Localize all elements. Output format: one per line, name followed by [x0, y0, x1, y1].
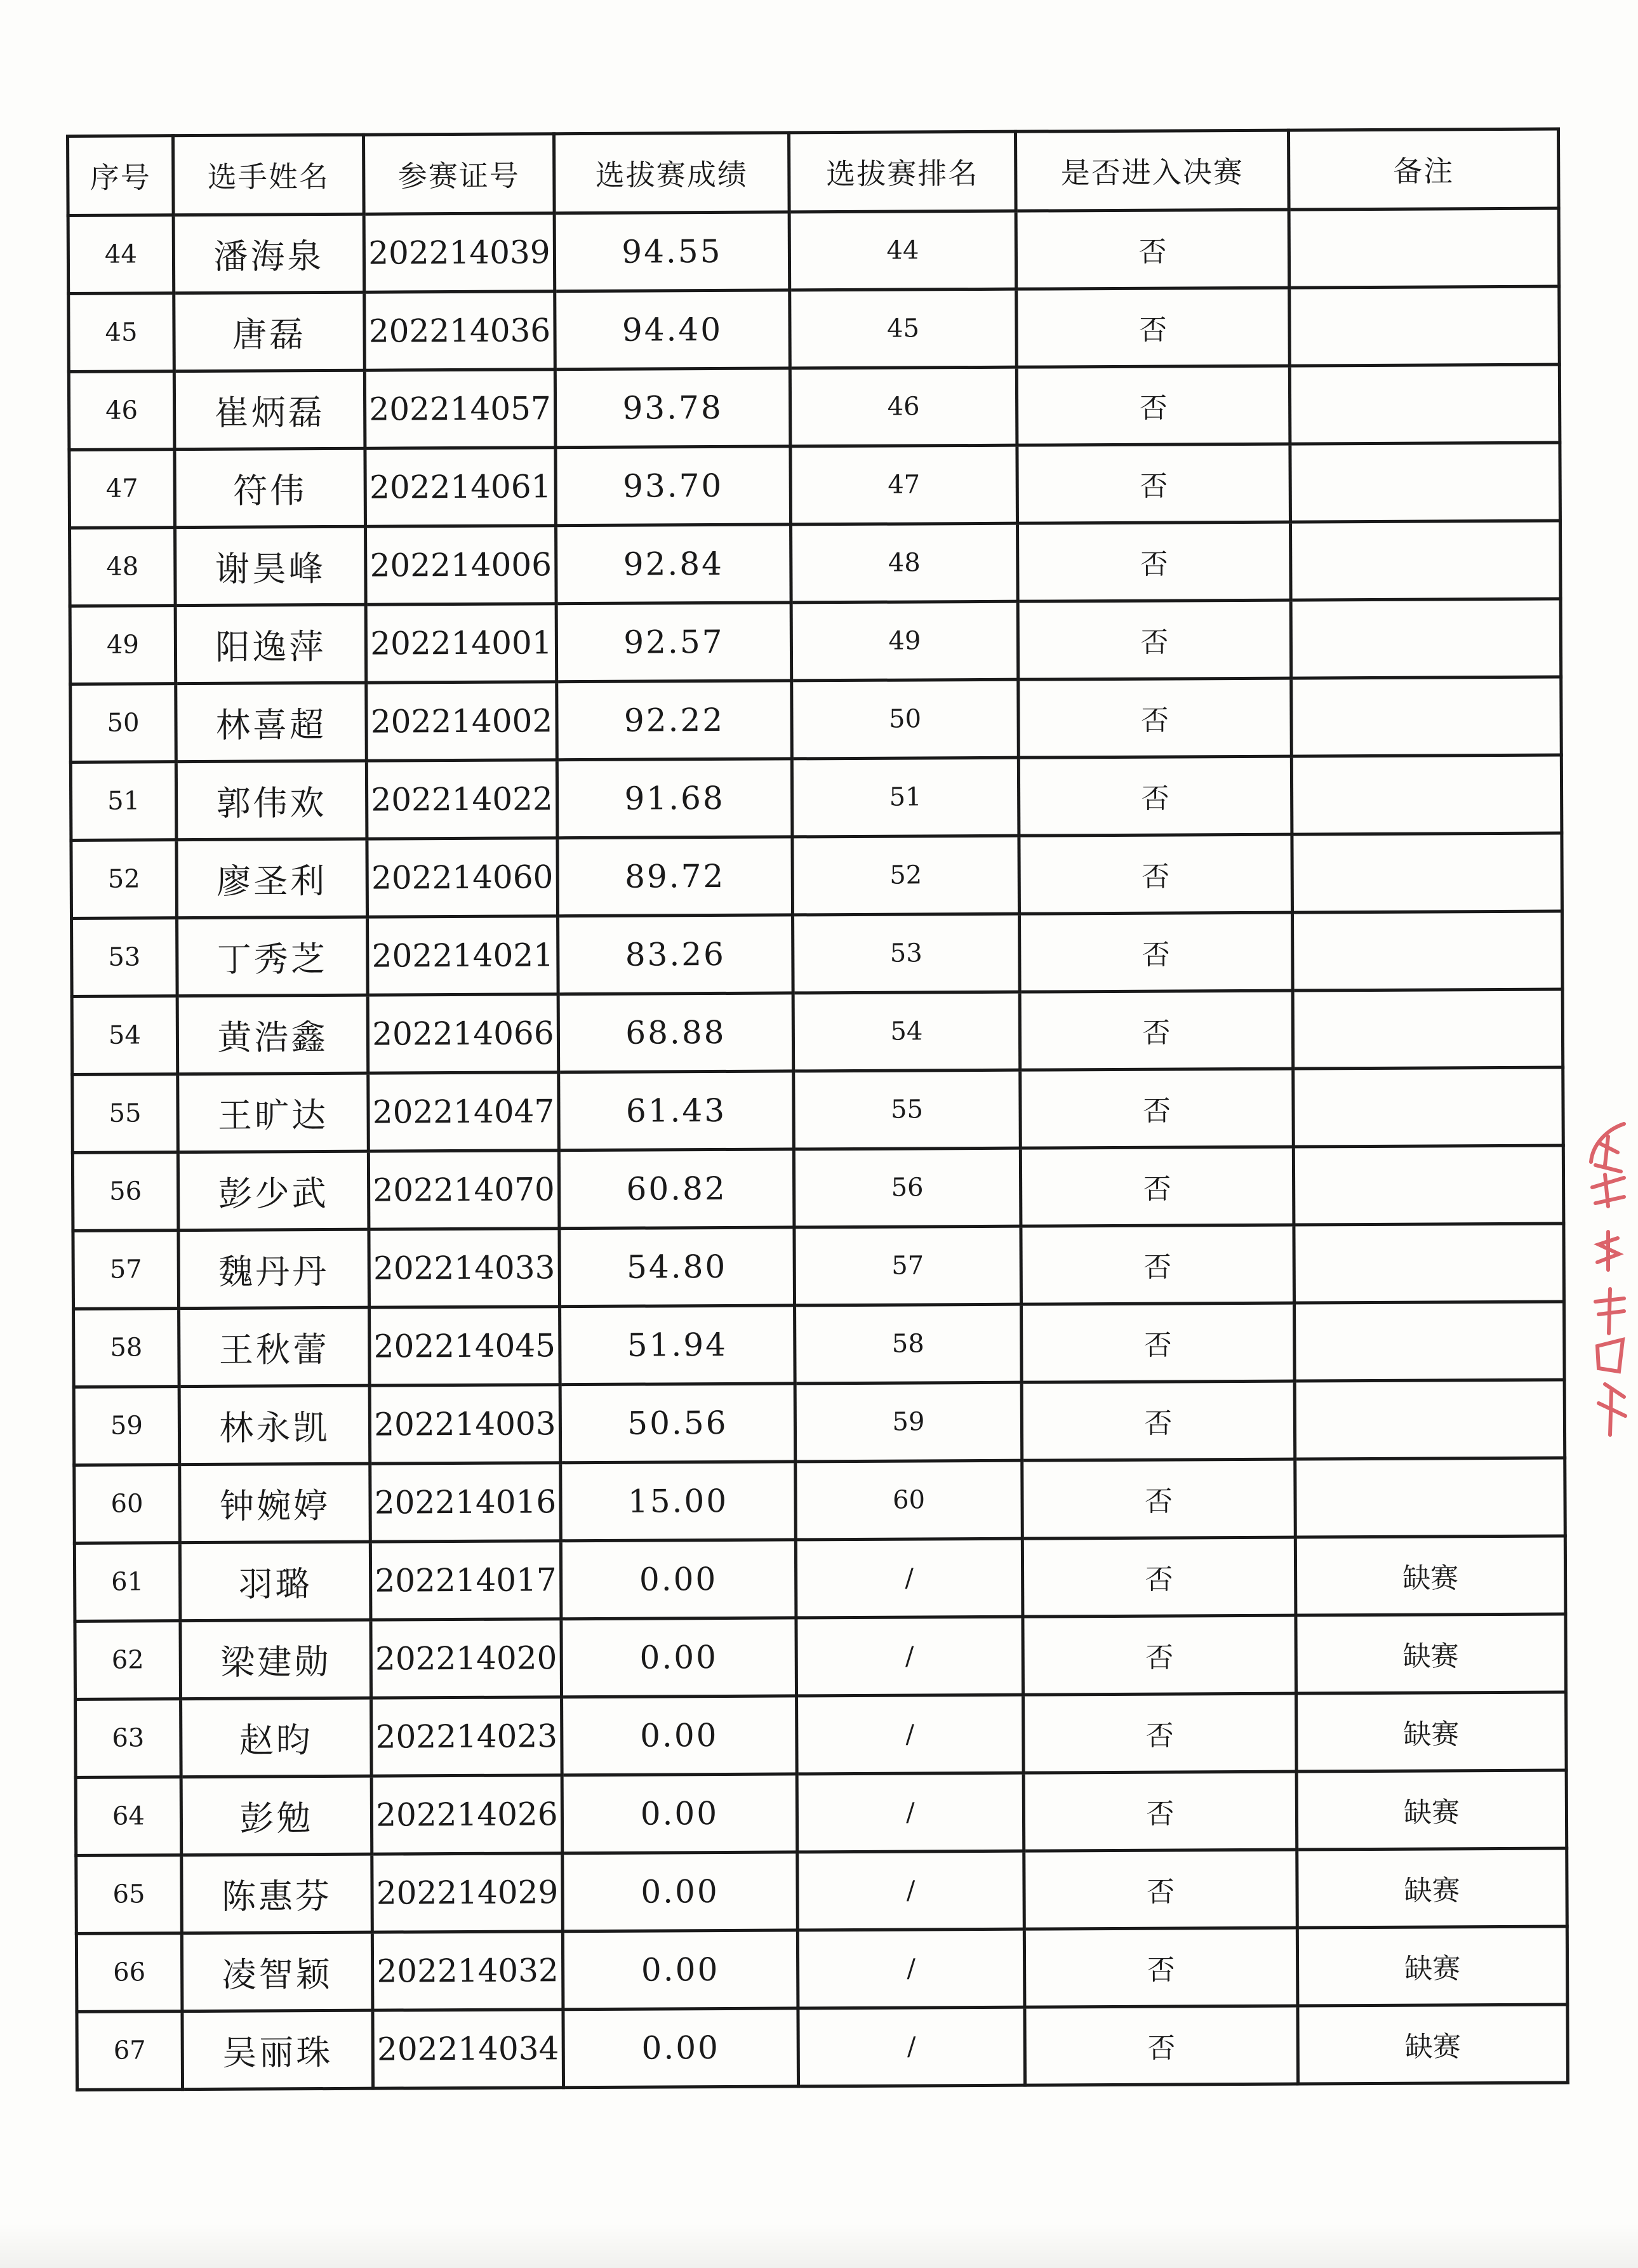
cell-name: 彭勉 — [181, 1776, 372, 1855]
cell-id: 202214022 — [366, 760, 557, 839]
cell-final: 否 — [1025, 2006, 1298, 2085]
cell-rank: 51 — [792, 757, 1019, 837]
cell-score: 0.00 — [561, 1540, 796, 1619]
cell-final: 否 — [1016, 366, 1290, 445]
table-row — [72, 1145, 1564, 1231]
table-row — [70, 599, 1561, 684]
red-seal-stamp — [1580, 1117, 1638, 1448]
cell-final: 否 — [1020, 991, 1293, 1070]
cell-id: 202214047 — [368, 1072, 559, 1151]
cell-rank: 60 — [796, 1460, 1023, 1540]
cell-score: 0.00 — [562, 1696, 797, 1775]
cell-name: 崔炳磊 — [174, 370, 365, 449]
cell-final: 否 — [1019, 834, 1293, 914]
cell-note — [1293, 1067, 1564, 1147]
cell-rank: / — [796, 1538, 1023, 1618]
cell-id: 202214066 — [368, 994, 559, 1073]
cell-note: 缺赛 — [1298, 2005, 1568, 2084]
cell-seq: 66 — [76, 1933, 182, 2012]
cell-note: 缺赛 — [1297, 1926, 1568, 2006]
table-body — [68, 208, 1568, 2090]
cell-id: 202214039 — [364, 213, 555, 292]
cell-seq: 64 — [76, 1777, 182, 1856]
cell-score: 93.70 — [556, 446, 791, 526]
table-row — [70, 677, 1562, 762]
cell-note — [1293, 911, 1563, 991]
table-row — [69, 286, 1560, 371]
cell-final: 否 — [1023, 1771, 1297, 1851]
cell-note: 缺赛 — [1296, 1770, 1567, 1850]
cell-seq: 56 — [72, 1152, 178, 1231]
cell-score: 91.68 — [557, 759, 792, 838]
cell-id: 202214060 — [367, 838, 558, 917]
cell-id: 202214070 — [368, 1151, 559, 1229]
cell-rank: / — [798, 2007, 1025, 2086]
cell-final: 否 — [1022, 1303, 1295, 1382]
cell-rank: / — [797, 1929, 1025, 2008]
cell-final: 否 — [1018, 522, 1291, 601]
cell-name: 王旷达 — [178, 1073, 369, 1152]
cell-seq: 57 — [73, 1231, 179, 1309]
cell-score: 0.00 — [563, 1930, 798, 2010]
cell-id: 202214001 — [366, 604, 557, 683]
cell-score: 0.00 — [562, 1774, 797, 1853]
table-row — [75, 1614, 1566, 1699]
cell-rank: 45 — [790, 289, 1017, 368]
cell-score: 15.00 — [561, 1462, 796, 1541]
cell-id: 202214021 — [368, 916, 559, 995]
header-row — [68, 129, 1559, 215]
table-row — [71, 833, 1562, 918]
header-id: 参赛证号 — [364, 134, 555, 214]
cell-name: 唐磊 — [174, 292, 365, 371]
cell-seq: 67 — [77, 2011, 183, 2090]
cell-final: 否 — [1017, 444, 1291, 523]
header-final: 是否进入决赛 — [1015, 130, 1289, 211]
table-row — [76, 1926, 1568, 2011]
cell-name: 赵昀 — [181, 1698, 372, 1777]
cell-score: 92.22 — [557, 681, 792, 760]
results-table — [66, 128, 1569, 2091]
cell-rank: 48 — [791, 523, 1018, 603]
cell-id: 202214003 — [370, 1385, 561, 1464]
cell-final: 否 — [1023, 1615, 1296, 1695]
cell-name: 林喜超 — [176, 683, 367, 761]
cell-name: 谢昊峰 — [175, 526, 366, 605]
cell-id: 202214036 — [364, 291, 556, 370]
cell-name: 潘海泉 — [173, 214, 364, 293]
cell-seq: 53 — [72, 918, 178, 997]
cell-seq: 58 — [74, 1309, 180, 1387]
table-header — [68, 129, 1559, 215]
cell-note — [1291, 755, 1562, 834]
header-seq: 序号 — [68, 136, 174, 216]
cell-note: 缺赛 — [1297, 1848, 1568, 1928]
cell-name: 王秋蕾 — [179, 1307, 370, 1386]
cell-final: 否 — [1023, 1693, 1297, 1773]
cell-rank: 47 — [790, 445, 1018, 524]
cell-score: 0.00 — [563, 1852, 798, 1931]
cell-seq: 51 — [70, 762, 176, 841]
cell-id: 202214061 — [365, 448, 556, 526]
cell-note: 缺赛 — [1296, 1614, 1566, 1693]
cell-name: 魏丹丹 — [178, 1229, 370, 1308]
cell-seq: 62 — [75, 1621, 181, 1700]
cell-name: 羽璐 — [180, 1542, 371, 1620]
cell-id: 202214034 — [373, 2010, 564, 2088]
cell-name: 彭少武 — [178, 1151, 369, 1230]
cell-final: 否 — [1018, 756, 1292, 836]
cell-seq: 52 — [71, 840, 177, 919]
cell-final: 否 — [1022, 1381, 1295, 1460]
cell-id: 202214002 — [366, 682, 557, 761]
cell-final: 否 — [1020, 1069, 1294, 1148]
table-row — [73, 1224, 1564, 1309]
cell-id: 202214023 — [371, 1697, 563, 1776]
cell-note — [1293, 1145, 1564, 1225]
table-row — [74, 1536, 1566, 1621]
cell-note — [1295, 1302, 1565, 1381]
cell-rank: 59 — [795, 1382, 1022, 1462]
cell-note — [1295, 1380, 1565, 1459]
cell-rank: 53 — [793, 914, 1020, 993]
cell-note — [1289, 364, 1560, 444]
cell-seq: 61 — [74, 1543, 180, 1622]
cell-note — [1290, 443, 1561, 522]
cell-seq: 45 — [69, 293, 175, 372]
cell-final: 否 — [1020, 1147, 1294, 1226]
header-name: 选手姓名 — [173, 135, 364, 215]
cell-rank: / — [796, 1617, 1023, 1696]
cell-seq: 65 — [76, 1855, 182, 1934]
table-row — [76, 1692, 1567, 1777]
cell-id: 202214033 — [369, 1229, 560, 1307]
cell-id: 202214045 — [370, 1307, 561, 1385]
cell-score: 92.84 — [556, 524, 792, 604]
cell-final: 否 — [1024, 1850, 1298, 1929]
cell-final: 否 — [1021, 1225, 1295, 1304]
cell-seq: 48 — [70, 528, 176, 606]
cell-name: 林永凯 — [179, 1385, 370, 1464]
cell-name: 郭伟欢 — [176, 761, 367, 839]
cell-final: 否 — [1022, 1459, 1296, 1538]
cell-rank: 46 — [790, 367, 1017, 446]
table-row — [77, 2005, 1568, 2090]
cell-rank: 50 — [792, 679, 1019, 759]
cell-name: 凌智颖 — [182, 1932, 373, 2011]
cell-note — [1295, 1458, 1566, 1537]
cell-id: 202214026 — [371, 1775, 563, 1854]
cell-score: 0.00 — [563, 2008, 799, 2088]
cell-score: 51.94 — [560, 1305, 796, 1385]
cell-note — [1292, 833, 1562, 912]
cell-rank: / — [797, 1773, 1024, 1852]
cell-id: 202214016 — [370, 1463, 561, 1542]
cell-name: 钟婉婷 — [180, 1464, 371, 1542]
table-row — [70, 755, 1562, 840]
cell-score: 61.43 — [559, 1071, 794, 1151]
cell-id: 202214017 — [370, 1541, 561, 1620]
cell-name: 陈惠芬 — [182, 1854, 373, 1933]
cell-score: 92.57 — [556, 603, 792, 682]
table-row — [70, 521, 1561, 606]
cell-note — [1294, 1224, 1564, 1303]
cell-note — [1293, 989, 1563, 1069]
cell-note — [1291, 521, 1561, 600]
cell-rank: 49 — [791, 601, 1018, 681]
table-row — [72, 989, 1563, 1074]
cell-score: 0.00 — [561, 1618, 797, 1697]
cell-note — [1291, 599, 1561, 678]
table-row — [69, 443, 1561, 528]
cell-rank: 56 — [794, 1148, 1021, 1227]
cell-name: 符伟 — [175, 448, 366, 527]
table-row — [76, 1848, 1568, 1933]
cell-final: 否 — [1020, 912, 1293, 992]
cell-note — [1291, 677, 1562, 756]
cell-name: 丁秀芝 — [177, 917, 368, 996]
cell-rank: / — [797, 1695, 1024, 1774]
header-score: 选拔赛成绩 — [554, 133, 790, 213]
scan-edge-shadow — [0, 2224, 1638, 2268]
cell-seq: 47 — [69, 450, 175, 528]
cell-note — [1289, 286, 1560, 366]
table-row — [74, 1458, 1566, 1543]
cell-id: 202214006 — [366, 526, 557, 604]
cell-name: 廖圣利 — [176, 839, 368, 917]
cell-score: 60.82 — [559, 1149, 794, 1229]
cell-seq: 55 — [72, 1074, 178, 1153]
cell-score: 94.40 — [555, 290, 790, 370]
header-rank: 选拔赛排名 — [789, 131, 1016, 212]
cell-score: 68.88 — [558, 993, 794, 1072]
cell-final: 否 — [1016, 210, 1289, 289]
cell-seq: 59 — [74, 1387, 180, 1465]
cell-final: 否 — [1018, 678, 1292, 757]
table-row — [72, 1067, 1564, 1152]
cell-score: 93.78 — [555, 368, 790, 448]
cell-rank: 54 — [793, 992, 1020, 1071]
cell-name: 黄浩鑫 — [177, 995, 368, 1074]
cell-rank: 52 — [792, 836, 1020, 915]
table-row — [74, 1302, 1565, 1387]
table-row — [68, 208, 1559, 293]
cell-final: 否 — [1018, 600, 1291, 679]
cell-final: 否 — [1024, 1928, 1298, 2007]
cell-seq: 60 — [74, 1465, 180, 1544]
cell-score: 89.72 — [557, 837, 793, 916]
header-note: 备注 — [1288, 129, 1559, 210]
cell-rank: 57 — [794, 1226, 1022, 1305]
cell-id: 202214032 — [372, 1931, 563, 2010]
cell-seq: 63 — [76, 1699, 182, 1778]
cell-score: 83.26 — [558, 915, 794, 994]
cell-id: 202214020 — [371, 1619, 562, 1698]
cell-seq: 44 — [68, 215, 174, 294]
cell-name: 吴丽珠 — [182, 2010, 373, 2089]
table-row — [74, 1380, 1565, 1465]
cell-seq: 49 — [70, 606, 176, 684]
cell-final: 否 — [1022, 1537, 1296, 1617]
cell-name: 梁建勋 — [180, 1620, 371, 1698]
cell-id: 202214057 — [364, 370, 556, 448]
cell-note: 缺赛 — [1296, 1692, 1567, 1771]
cell-rank: 55 — [794, 1070, 1021, 1149]
table-row — [72, 911, 1563, 996]
cell-rank: 44 — [789, 211, 1016, 290]
table-row — [69, 364, 1560, 450]
cell-rank: / — [797, 1851, 1025, 1930]
cell-seq: 46 — [69, 371, 175, 450]
table-row — [76, 1770, 1567, 1855]
cell-seq: 54 — [72, 996, 178, 1075]
cell-note — [1289, 208, 1559, 288]
cell-score: 54.80 — [559, 1227, 795, 1307]
cell-id: 202214029 — [372, 1853, 563, 1932]
cell-score: 94.55 — [554, 212, 790, 291]
cell-score: 50.56 — [560, 1384, 796, 1463]
cell-note: 缺赛 — [1295, 1536, 1566, 1615]
cell-rank: 58 — [795, 1304, 1022, 1384]
cell-name: 阳逸萍 — [175, 604, 366, 683]
cell-final: 否 — [1016, 288, 1290, 367]
cell-seq: 50 — [70, 684, 176, 763]
